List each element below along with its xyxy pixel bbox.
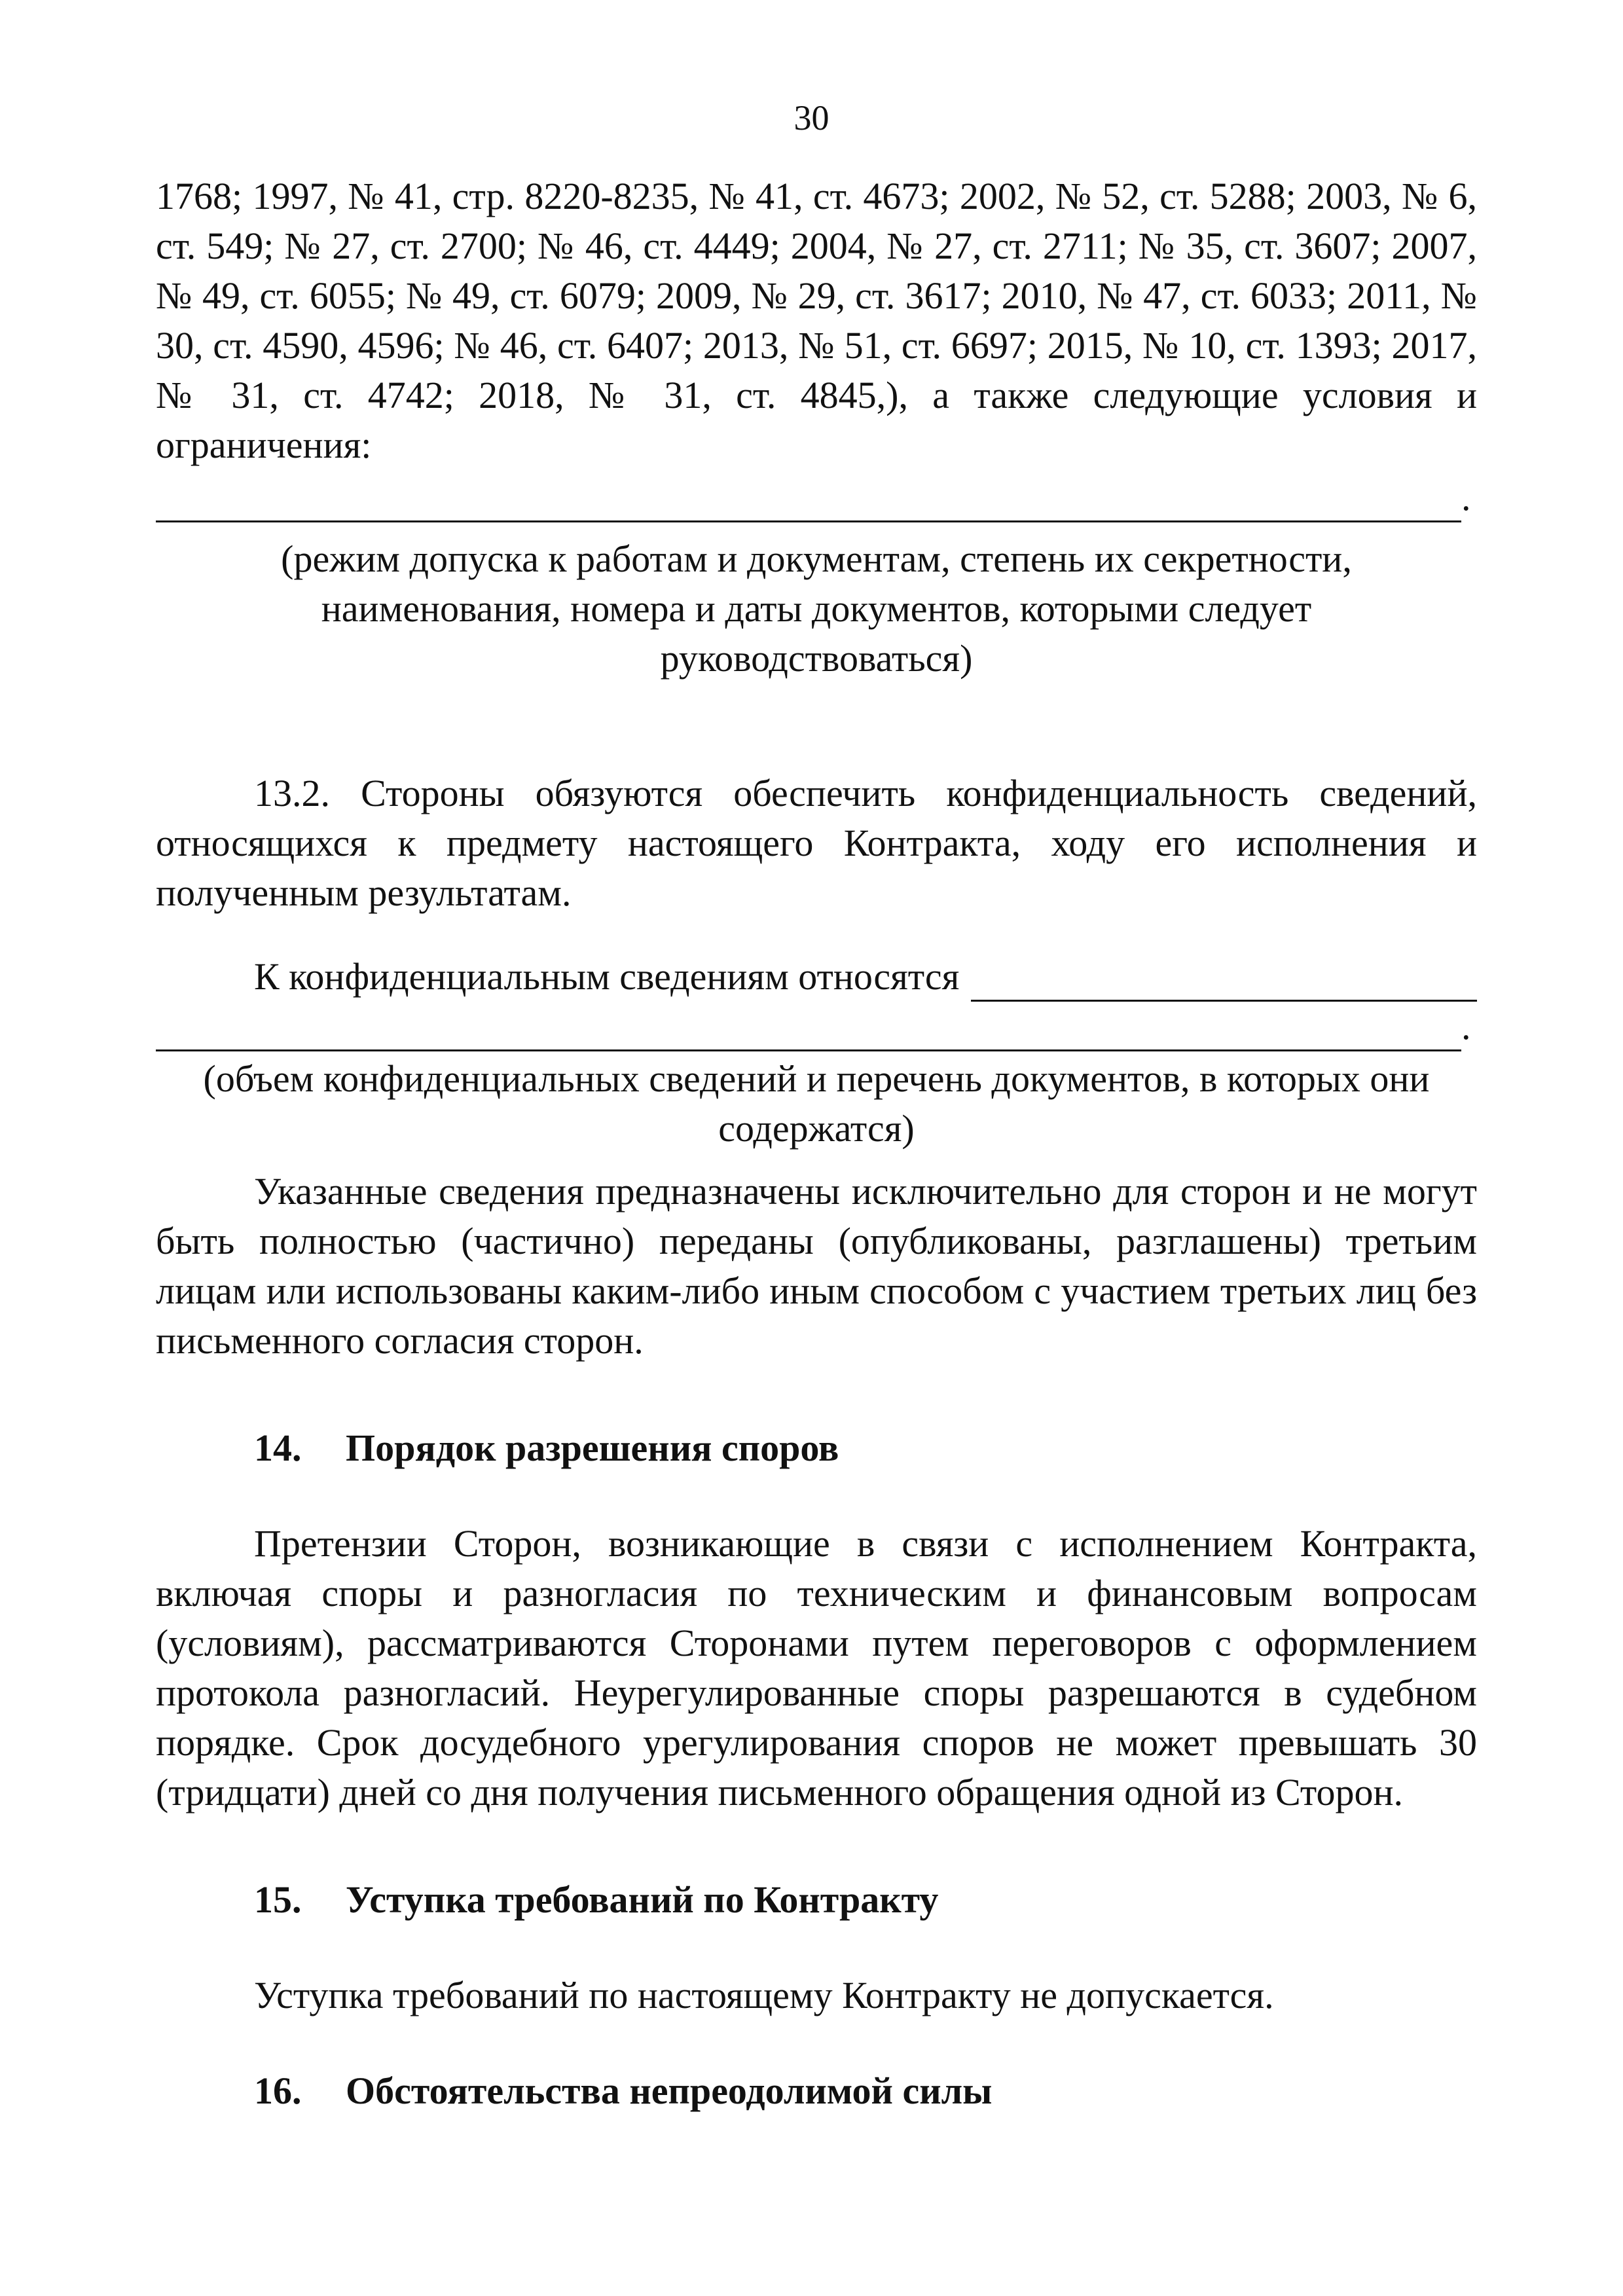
paragraph-15: Уступка требований по настоящему Контракту не допускается.	[254, 1974, 1274, 2016]
section-heading-15	[156, 1875, 1477, 1925]
confidential-label: К конфиденциальным сведениям относятся	[254, 955, 960, 998]
paragraph-13-2: 13.2. Стороны обязуются обеспечить конфиденциальность сведений, относящихся к предмету настоящего Контракта, ходу его исполнения и полученным результатам.	[156, 772, 1477, 914]
section-title: Обстоятельства непреодолимой силы	[346, 2069, 993, 2112]
section-title: Порядок разрешения споров	[346, 1427, 839, 1469]
section-title: Уступка требований по Контракту	[346, 1878, 939, 1921]
section-heading-14	[156, 1423, 1477, 1473]
restriction-paragraph: Указанные сведения предназначены исключительно для сторон и не могут быть полностью (частично) переданы (опубликованы, разглашены) третьим лицам или использованы каким-либо иным способом с участием третьих лиц без письменного согласия сторон.	[156, 1170, 1477, 1362]
line-end-dot: .	[1461, 476, 1471, 519]
section-number: 16.	[254, 2069, 302, 2112]
section-number: 15.	[254, 1878, 302, 1921]
caption-access-mode: (режим допуска к работам и документам, степень их секретности, наименования, номера и даты документов, которыми следует руководствоваться)	[281, 538, 1352, 680]
blank-line-conditions	[156, 473, 1477, 522]
page-number: 30	[793, 98, 830, 137]
blank-rule	[156, 1013, 1461, 1051]
caption-confidential-scope: (объем конфиденциальных сведений и перечень документов, в которых они содержатся)	[203, 1057, 1430, 1150]
document-body	[156, 172, 1477, 2116]
section-number: 14.	[254, 1427, 302, 1469]
references-paragraph: 1768; 1997, № 41, стр. 8220-8235, № 41, ст. 4673; 2002, № 52, ст. 5288; 2003, № 6, ст. 549; № 27, ст. 2700; № 46, ст. 4449; 2004, № 27, ст. 2711; № 35, ст. 3607; 2007, № 49, ст. 6055; № 49, ст. 6079; 2009, № 29, ст. 3617; 2010, № 47, ст. 6033; 2011, № 30, ст. 4590, 4596; № 46, ст. 6407; 2013, № 51, ст. 6697; 2015, № 10, ст. 1393; 2017, № 31, ст. 4742; 2018, № 31, ст. 4845,), а также следующие условия и ограничения:	[156, 175, 1477, 466]
blank-rule	[156, 484, 1461, 522]
blank-line-confidential	[156, 1002, 1477, 1051]
confidential-info-line	[156, 952, 1477, 1002]
line-end-dot: .	[1461, 1005, 1471, 1048]
blank-rule	[971, 963, 1477, 1002]
paragraph-14: Претензии Сторон, возникающие в связи с исполнением Контракта, включая споры и разногласия по техническим и финансовым вопросам (условиям), рассматриваются Сторонами путем переговоров с оформлением протокола разногласий. Неурегулированные споры разрешаются в судебном порядке. Срок досудебного урегулирования споров не может превышать 30 (тридцати) дней со дня получения письменного обращения одной из Сторон.	[156, 1522, 1477, 1813]
section-heading-16	[156, 2066, 1477, 2116]
